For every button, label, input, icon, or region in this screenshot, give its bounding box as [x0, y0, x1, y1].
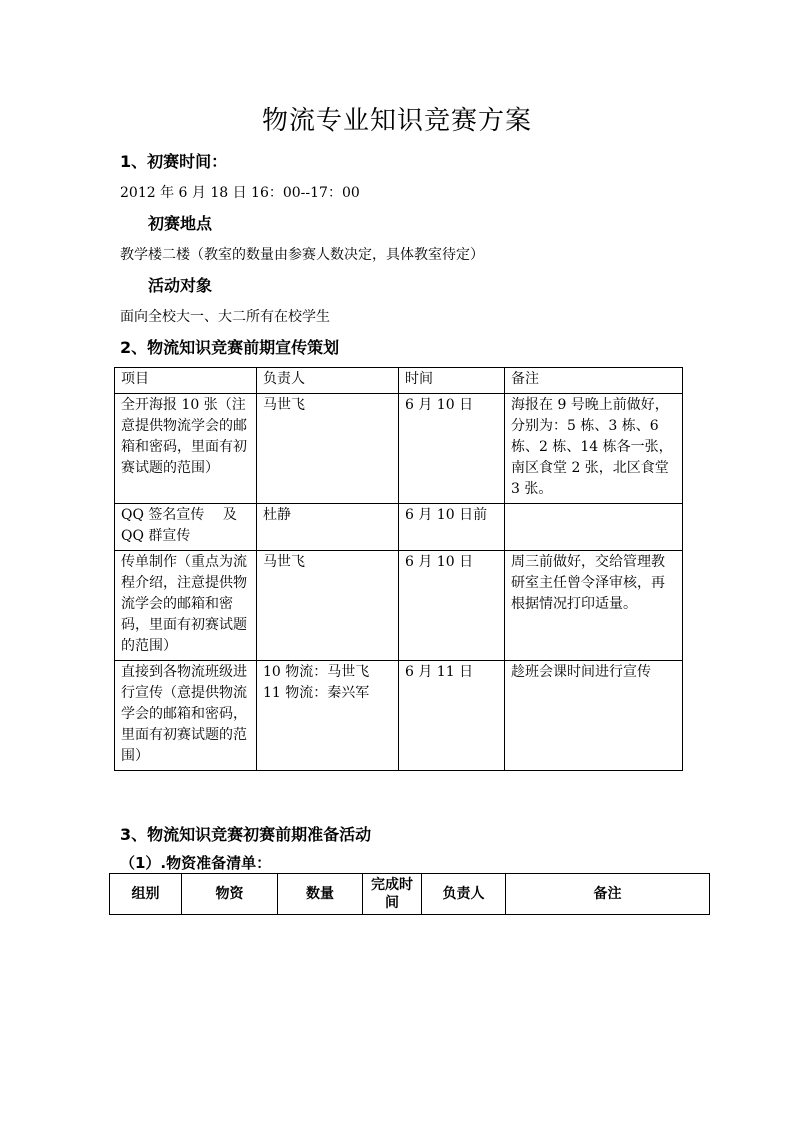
audience-heading: 活动对象 — [148, 276, 213, 295]
promotion-table — [114, 367, 683, 771]
competition-location: 教学楼二楼（教室的数量由参赛人数决定，具体教室待定） — [120, 247, 484, 263]
section1-heading: 1、初赛时间： — [120, 152, 228, 171]
section2-heading: 2、物流知识竞赛前期宣传策划 — [120, 338, 340, 357]
table-row — [115, 551, 683, 661]
section3-heading: 3、物流知识竞赛初赛前期准备活动 — [120, 825, 372, 844]
header-cell: 物资 — [182, 874, 278, 915]
owner-line: 10 物流：马世飞 — [263, 664, 370, 680]
note-cell: 趁班会课时间进行宣传 — [505, 661, 683, 771]
time-cell: 6 月 10 日 — [399, 394, 505, 504]
materials-table — [109, 873, 710, 915]
header-cell: 项目 — [115, 368, 257, 394]
time-cell: 6 月 10 日前 — [399, 504, 505, 551]
note-cell: 海报在 9 号晚上前做好，分别为：5 栋、3 栋、6 栋、2 栋、14 栋各一张，南区食堂 2 张，北区食堂 3 张。 — [505, 394, 683, 504]
header-cell: 完成时间 — [363, 874, 422, 915]
item-cell: 传单制作（重点为流程介绍，注意提供物流学会的邮箱和密码，里面有初赛试题的范围） — [115, 551, 257, 661]
header-cell: 数量 — [278, 874, 363, 915]
owner-cell: 马世飞 — [257, 551, 399, 661]
time-cell: 6 月 10 日 — [399, 551, 505, 661]
table-header-row — [110, 874, 710, 915]
header-cell: 负责人 — [422, 874, 506, 915]
owner-cell: 马世飞 — [257, 394, 399, 504]
owner-cell — [257, 661, 399, 771]
competition-time: 2012 年 6 月 18 日 16：00--17：00 — [120, 185, 360, 201]
owner-line: 11 物流：秦兴军 — [263, 685, 370, 701]
item-cell: 直接到各物流班级进行宣传（意提供物流学会的邮箱和密码，里面有初赛试题的范围） — [115, 661, 257, 771]
header-cell: 备注 — [506, 874, 710, 915]
item-cell: 全开海报 10 张（注意提供物流学会的邮箱和密码，里面有初赛试题的范围） — [115, 394, 257, 504]
note-cell — [505, 504, 683, 551]
table-row — [115, 661, 683, 771]
location-heading: 初赛地点 — [148, 214, 213, 233]
header-cell: 组别 — [110, 874, 182, 915]
note-cell: 周三前做好，交给管理教研室主任曾令泽审核，再根据情况打印适量。 — [505, 551, 683, 661]
table-header-row — [115, 368, 683, 394]
header-cell: 备注 — [505, 368, 683, 394]
header-cell: 负责人 — [257, 368, 399, 394]
time-cell: 6 月 11 日 — [399, 661, 505, 771]
owner-cell: 杜静 — [257, 504, 399, 551]
section3-subheading: （1）.物资准备清单： — [120, 854, 272, 872]
table-row — [115, 504, 683, 551]
header-cell: 时间 — [399, 368, 505, 394]
document-title: 物流专业知识竞赛方案 — [261, 106, 532, 136]
item-cell: QQ 签名宣传 及 QQ 群宣传 — [115, 504, 257, 551]
target-audience: 面向全校大一、大二所有在校学生 — [120, 309, 330, 325]
table-row — [115, 394, 683, 504]
